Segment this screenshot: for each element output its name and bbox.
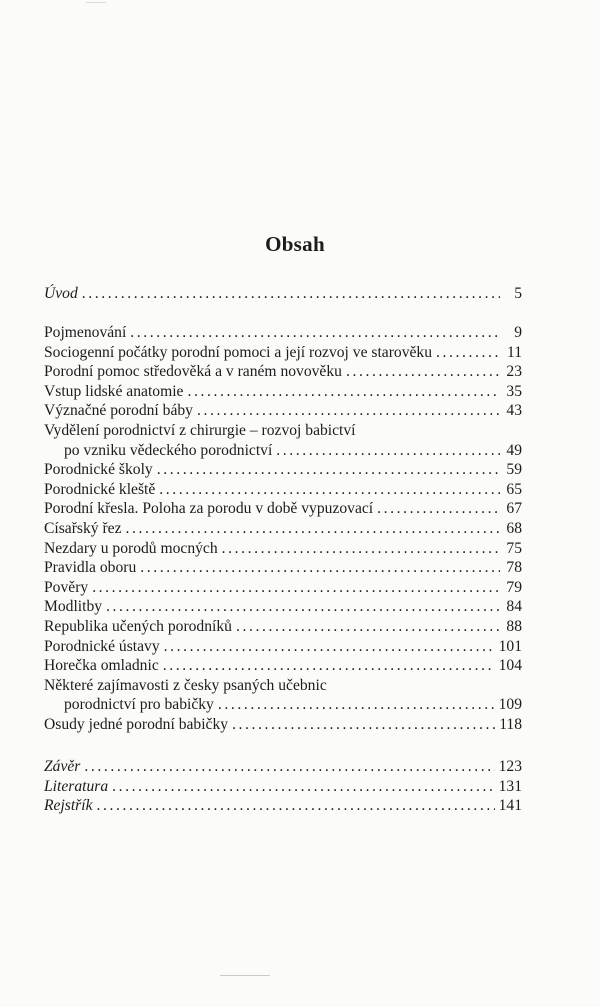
toc-entry: [44, 382, 522, 402]
toc-entry: [44, 401, 522, 421]
toc-entry: [44, 796, 522, 816]
toc-entry-title: Horečka omladnic: [44, 657, 159, 675]
toc-entry-title: Pověry: [44, 578, 89, 596]
toc-entry-title: Pravidla oboru: [44, 559, 137, 577]
toc-intro: [44, 284, 522, 304]
dot-leader: [276, 441, 500, 461]
toc-entry: [44, 539, 522, 559]
toc-entry-page: 11: [506, 343, 522, 361]
toc-entry-page: 43: [506, 402, 522, 420]
dot-leader: [97, 796, 495, 816]
toc-entry-page: 109: [498, 696, 522, 714]
dot-leader: [112, 777, 494, 797]
toc-entry-title: Císařský řez: [44, 519, 122, 537]
toc-entry-title: Republika učených porodníků: [44, 617, 232, 635]
dot-leader: [130, 323, 500, 343]
dot-leader: [157, 460, 500, 480]
toc-entry-title: Porodnické školy: [44, 461, 153, 479]
toc-entry: [44, 499, 522, 519]
toc-entry-title: Pojmenování: [44, 324, 127, 341]
toc-entry: [44, 323, 522, 343]
toc-entry-page: 75: [506, 539, 522, 557]
toc-entry-title-line1: Vydělení porodnictví z chirurgie – rozvoj babictví: [44, 421, 356, 439]
toc-entry-page: 23: [506, 363, 522, 381]
toc-entry: [44, 637, 522, 657]
toc-entry-page: 84: [506, 598, 522, 616]
dot-leader: [92, 578, 500, 598]
toc-entry: [44, 519, 522, 539]
dot-leader: [197, 401, 500, 421]
toc-entry: [44, 578, 522, 598]
toc-back-matter: [44, 757, 522, 816]
toc-entry: [44, 757, 522, 777]
toc-entry-title: Závěr: [44, 758, 81, 775]
toc-entry-page: 118: [499, 715, 522, 733]
toc-entry-title: Úvod: [44, 285, 78, 302]
toc-entry: [44, 460, 522, 480]
toc-entry-page: 59: [506, 461, 522, 479]
dot-leader: [346, 362, 500, 382]
dot-leader: [187, 382, 500, 402]
toc-entry-title: Porodnické ústavy: [44, 637, 160, 655]
toc-entry: [44, 343, 522, 363]
dot-leader: [140, 558, 500, 578]
toc-entry: [44, 441, 522, 461]
toc-entry-title: Modlitby: [44, 598, 103, 616]
toc-entry-page: 88: [506, 617, 522, 635]
toc-entry-title: Porodní křesla. Poloha za porodu v době vypuzovací: [44, 500, 374, 518]
toc-entry-title-line1: Některé zajímavosti z česky psaných učebnic: [44, 676, 327, 694]
dot-leader: [159, 480, 500, 500]
toc-chapters: [44, 323, 522, 734]
scan-artifact: [86, 2, 106, 3]
dot-leader: [236, 617, 500, 637]
toc-entry-title: Sociogenní počátky porodní pomoci a její rozvoj ve starověku: [44, 343, 433, 361]
toc-entry-title-line2: po vzniku vědeckého porodnictví: [64, 441, 273, 459]
toc-entry: [44, 362, 522, 382]
toc-entry: [44, 284, 522, 304]
scan-artifact: [220, 975, 270, 976]
dot-leader: [218, 695, 495, 715]
toc-entry-page: 101: [498, 637, 522, 655]
dot-leader: [84, 757, 494, 777]
toc-entry-title-line2: porodnictví pro babičky: [64, 696, 214, 714]
page-title: Obsah: [265, 232, 325, 256]
dot-leader: [82, 284, 500, 304]
toc-entry-page: 5: [514, 285, 522, 302]
dot-leader: [164, 637, 495, 657]
toc-entry-page: 49: [506, 441, 522, 459]
toc-entry-page: 131: [498, 777, 522, 795]
toc-entry: [44, 597, 522, 617]
toc-entry-page: 141: [498, 797, 522, 815]
toc-entry-page: 35: [506, 382, 522, 400]
toc-entry-page: 79: [506, 578, 522, 596]
toc-entry-page: 65: [506, 480, 522, 498]
dot-leader: [126, 519, 500, 539]
toc-entry-title: Porodní pomoc středověká a v raném novověku: [44, 363, 342, 381]
toc-entry-title: Literatura: [44, 777, 109, 795]
toc-entry-page: 123: [498, 758, 522, 775]
dot-leader: [106, 597, 500, 617]
toc-entry-title: Porodnické kleště: [44, 480, 156, 498]
toc-entry: [44, 656, 522, 676]
dot-leader: [232, 715, 495, 735]
toc-entry: [44, 480, 522, 500]
dot-leader: [222, 539, 500, 559]
toc-entry-title: Vstup lidské anatomie: [44, 382, 184, 400]
dot-leader: [436, 343, 500, 363]
toc-entry-page: 9: [514, 324, 522, 341]
toc-entry-title: Význačné porodní báby: [44, 402, 193, 420]
toc-entry-page: 104: [498, 657, 522, 675]
dot-leader: [377, 499, 500, 519]
toc-entry-title: Osudy jedné porodní babičky: [44, 715, 229, 733]
toc-entry: [44, 777, 522, 797]
toc-entry-page: 78: [506, 559, 522, 577]
toc-entry-title: Nezdary u porodů mocných: [44, 539, 218, 557]
toc-entry-title: Rejstřík: [44, 797, 93, 815]
toc-entry-page: 68: [506, 519, 522, 537]
toc-entry: [44, 695, 522, 715]
toc-entry: [44, 715, 522, 735]
toc-entry: [44, 558, 522, 578]
toc-entry-page: 67: [506, 500, 522, 518]
toc-entry: [44, 617, 522, 637]
dot-leader: [163, 656, 495, 676]
